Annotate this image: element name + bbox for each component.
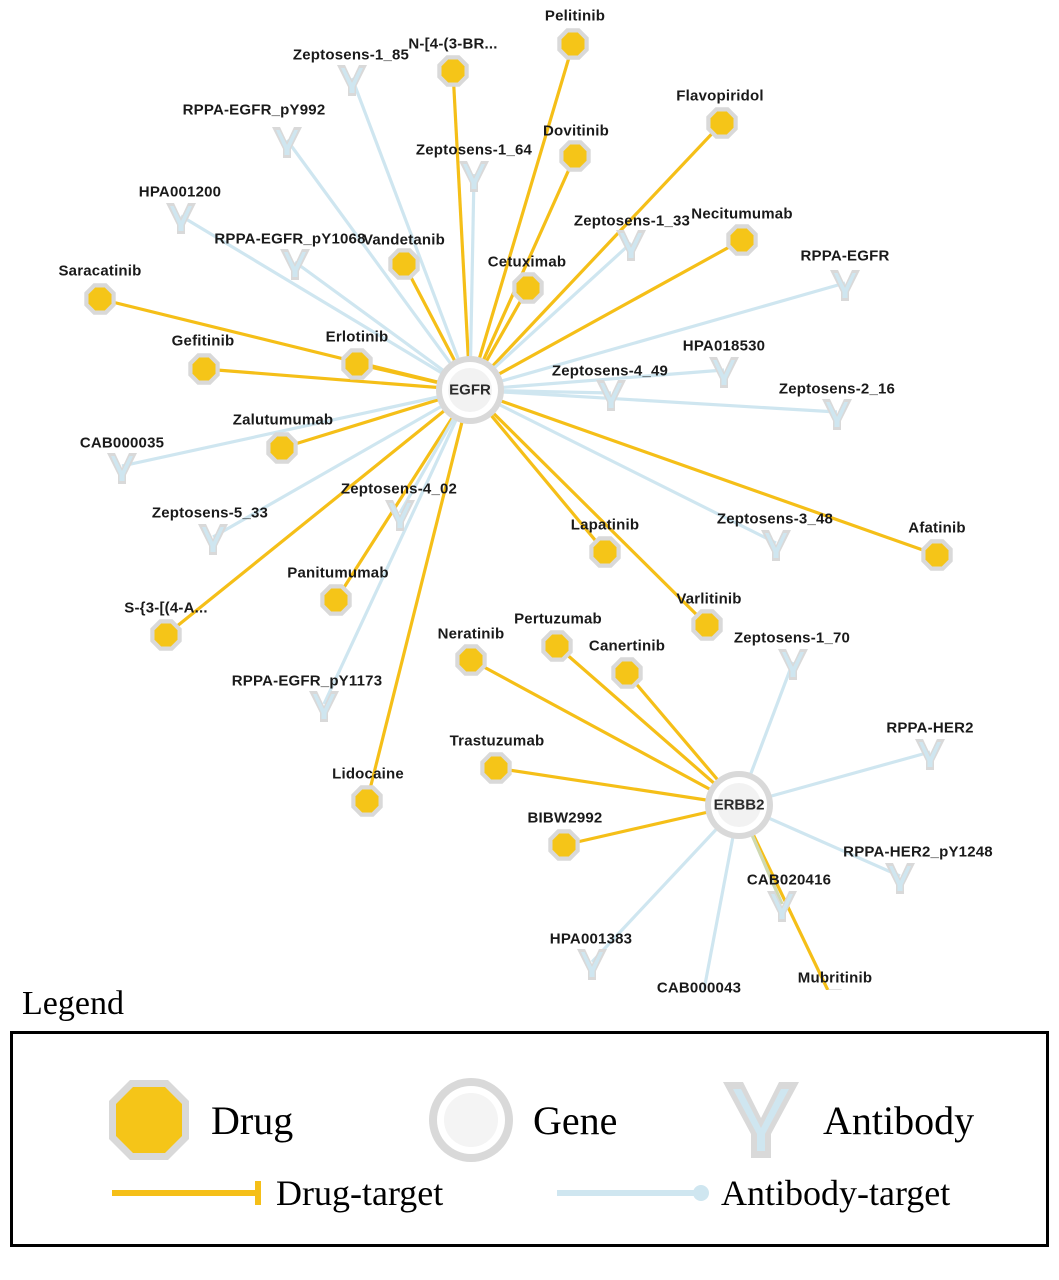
drug-label: N-[4-(3-BR... bbox=[408, 35, 498, 53]
drug-label: Cetuximab bbox=[487, 253, 567, 271]
drug-label: Neratinib bbox=[437, 625, 505, 643]
drug-node[interactable] bbox=[706, 107, 737, 138]
drug-label: Flavopiridol bbox=[676, 87, 764, 105]
drug-label: BIBW2992 bbox=[527, 809, 603, 827]
drug-node[interactable] bbox=[589, 536, 620, 567]
antibody-label: CAB020416 bbox=[746, 871, 832, 889]
drug-label: Mubritinib bbox=[797, 969, 873, 987]
legend-title: Legend bbox=[22, 985, 124, 1022]
legend-edge-row bbox=[13, 1164, 1046, 1234]
legend-item-antibody-target bbox=[553, 1172, 950, 1214]
legend-box bbox=[10, 1031, 1049, 1247]
legend-item-gene bbox=[423, 1072, 617, 1168]
drug-icon bbox=[101, 1072, 197, 1168]
drug-label: Canertinib bbox=[588, 637, 666, 655]
drug-target-edge bbox=[453, 71, 470, 390]
legend-label-drug-target: Drug-target bbox=[276, 1173, 444, 1213]
drug-label: Lapatinib bbox=[570, 516, 640, 534]
drug-label: Vandetanib bbox=[362, 231, 446, 249]
drug-label: Saracatinib bbox=[58, 262, 142, 280]
antibody-node[interactable] bbox=[596, 380, 626, 411]
drug-node[interactable] bbox=[266, 432, 297, 463]
legend-label-antibody-target: Antibody-target bbox=[721, 1173, 951, 1213]
antibody-node[interactable] bbox=[198, 524, 228, 555]
antibody-label: RPPA-HER2 bbox=[886, 719, 974, 737]
antibody-node[interactable] bbox=[459, 161, 489, 192]
drug-node[interactable] bbox=[455, 644, 486, 675]
antibody-node[interactable] bbox=[309, 691, 339, 722]
drug-label: Afatinib bbox=[908, 519, 966, 537]
antibody-label: Zeptosens-1_33 bbox=[573, 212, 691, 230]
antibody-label: Zeptosens-1_85 bbox=[292, 46, 410, 64]
drug-node[interactable] bbox=[320, 584, 351, 615]
antibody-icon bbox=[713, 1072, 809, 1168]
drug-node[interactable] bbox=[611, 657, 642, 688]
antibody-label: HPA001200 bbox=[138, 183, 222, 201]
drug-node[interactable] bbox=[559, 140, 590, 171]
drug-label: Panitumumab bbox=[287, 564, 389, 582]
antibody-node[interactable] bbox=[885, 863, 915, 894]
legend-item-drug bbox=[101, 1072, 293, 1168]
drug-node[interactable] bbox=[921, 539, 952, 570]
drug-label: Pertuzumab bbox=[514, 610, 602, 628]
antibody-label: Zeptosens-4_49 bbox=[551, 362, 669, 380]
antibody-node[interactable] bbox=[761, 530, 791, 561]
antibody-label: HPA018530 bbox=[682, 337, 766, 355]
drug-node[interactable] bbox=[557, 28, 588, 59]
antibody-label: Zeptosens-3_48 bbox=[716, 510, 834, 528]
antibody-label: Zeptosens-1_70 bbox=[733, 629, 851, 647]
antibody-node[interactable] bbox=[337, 65, 367, 96]
drug-label: Pelitinib bbox=[544, 7, 606, 25]
drug-node[interactable] bbox=[388, 248, 419, 279]
antibody-label: HPA001383 bbox=[549, 930, 633, 948]
drug-node[interactable] bbox=[437, 55, 468, 86]
drug-node[interactable] bbox=[341, 348, 372, 379]
drug-node[interactable] bbox=[150, 619, 181, 650]
drug-label: Zalutumumab bbox=[232, 411, 334, 429]
drug-target-edge bbox=[470, 44, 573, 390]
antibody-node[interactable] bbox=[166, 203, 196, 234]
antibody-label: RPPA-EGFR_pY1068 bbox=[214, 230, 366, 248]
drug-node[interactable] bbox=[188, 353, 219, 384]
drug-label: Trastuzumab bbox=[449, 732, 545, 750]
legend-label-gene: Gene bbox=[533, 1097, 618, 1143]
drug-label: Gefitinib bbox=[171, 332, 235, 350]
drug-node[interactable] bbox=[691, 609, 722, 640]
legend-node-row bbox=[13, 1054, 1046, 1164]
gene-label: EGFR bbox=[449, 381, 491, 399]
drug-node[interactable] bbox=[541, 630, 572, 661]
antibody-label: RPPA-EGFR bbox=[800, 247, 890, 265]
drug-node[interactable] bbox=[548, 829, 579, 860]
drug-node[interactable] bbox=[512, 272, 543, 303]
antibody-node[interactable] bbox=[577, 949, 607, 980]
drug-node[interactable] bbox=[84, 283, 115, 314]
antibody-node[interactable] bbox=[107, 453, 137, 484]
drug-node[interactable] bbox=[351, 785, 382, 816]
antibody-label: Zeptosens-5_33 bbox=[151, 504, 269, 522]
antibody-node[interactable] bbox=[280, 249, 310, 280]
drug-target-edge-icon bbox=[108, 1173, 268, 1213]
antibody-node[interactable] bbox=[616, 230, 646, 261]
antibody-label: Zeptosens-4_02 bbox=[340, 480, 458, 498]
antibody-node[interactable] bbox=[778, 649, 808, 680]
drug-node[interactable] bbox=[726, 224, 757, 255]
legend bbox=[0, 985, 1059, 1247]
legend-item-antibody bbox=[713, 1072, 974, 1168]
drug-label: Necitumumab bbox=[691, 205, 793, 223]
drug-node[interactable] bbox=[480, 752, 511, 783]
drug-label: S-{3-[(4-A... bbox=[124, 599, 208, 617]
antibody-label: Zeptosens-1_64 bbox=[415, 141, 533, 159]
drug-label: Lidocaine bbox=[332, 765, 404, 783]
antibody-node[interactable] bbox=[709, 357, 739, 388]
antibody-target-edge bbox=[324, 390, 470, 704]
gene-icon bbox=[423, 1072, 519, 1168]
drug-label: Dovitinib bbox=[543, 122, 609, 140]
drug-target-edge bbox=[470, 390, 707, 625]
antibody-label: RPPA-EGFR_pY992 bbox=[182, 101, 326, 119]
drug-label: Varlitinib bbox=[676, 590, 742, 608]
antibody-label: Zeptosens-2_16 bbox=[778, 380, 896, 398]
antibody-label: CAB000043 bbox=[656, 979, 742, 997]
antibody-target-edge-icon bbox=[553, 1173, 713, 1213]
legend-item-drug-target bbox=[108, 1172, 443, 1214]
drug-label: Erlotinib bbox=[325, 328, 389, 346]
legend-label-antibody: Antibody bbox=[823, 1097, 975, 1143]
antibody-node[interactable] bbox=[822, 399, 852, 430]
antibody-label: RPPA-EGFR_pY1173 bbox=[231, 672, 383, 690]
legend-label-drug: Drug bbox=[211, 1097, 294, 1143]
antibody-label: CAB000035 bbox=[79, 434, 165, 452]
antibody-label: RPPA-HER2_pY1248 bbox=[843, 843, 993, 861]
gene-label: ERBB2 bbox=[713, 796, 765, 814]
